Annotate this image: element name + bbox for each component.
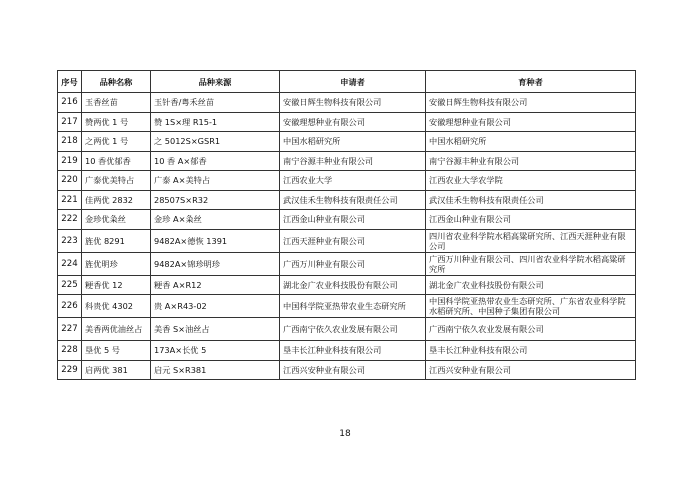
cell-breeder: 江西农业大学农学院	[426, 171, 636, 191]
cell-breeder: 中国水稻研究所	[426, 132, 636, 152]
cell-index: 222	[58, 210, 82, 230]
cell-applicant: 中国科学院亚热带农业生态研究所	[280, 295, 426, 318]
cell-variety-name: 科贵优 4302	[82, 295, 151, 318]
cell-applicant: 广西南宁依久农业发展有限公司	[280, 318, 426, 341]
header-index: 序号	[58, 71, 82, 93]
cell-index: 216	[58, 93, 82, 113]
cell-variety-name: 旌优 8291	[82, 229, 151, 252]
cell-applicant: 垦丰长江种业科技有限公司	[280, 341, 426, 361]
cell-variety-source: 美香 S×油丝占	[151, 318, 280, 341]
table-row	[58, 112, 636, 132]
table-row	[58, 190, 636, 210]
cell-applicant: 安徽日辉生物科技有限公司	[280, 93, 426, 113]
cell-variety-name: 旌优明珍	[82, 252, 151, 275]
cell-breeder: 南宁谷源丰种业有限公司	[426, 151, 636, 171]
cell-breeder: 中国科学院亚热带农业生态研究所、广东省农业科学院水稻研究所、中国种子集团有限公司	[426, 295, 636, 318]
cell-variety-name: 10 香优郁香	[82, 151, 151, 171]
cell-index: 228	[58, 341, 82, 361]
cell-breeder: 安徽日辉生物科技有限公司	[426, 93, 636, 113]
cell-index: 227	[58, 318, 82, 341]
header-breeder: 育种者	[426, 71, 636, 93]
table-row	[58, 210, 636, 230]
table-row	[58, 360, 636, 380]
table-row	[58, 295, 636, 318]
table-row	[58, 151, 636, 171]
cell-variety-name: 玉香丝苗	[82, 93, 151, 113]
cell-variety-source: 贵 A×R43-02	[151, 295, 280, 318]
cell-applicant: 武汉佳禾生物科技有限责任公司	[280, 190, 426, 210]
cell-applicant: 江西天涯种业有限公司	[280, 229, 426, 252]
cell-applicant: 广西万川种业有限公司	[280, 252, 426, 275]
table-row	[58, 318, 636, 341]
cell-variety-source: 10 香 A×郁香	[151, 151, 280, 171]
cell-variety-name: 启两优 381	[82, 360, 151, 380]
cell-breeder: 安徽理想种业有限公司	[426, 112, 636, 132]
cell-applicant: 安徽理想种业有限公司	[280, 112, 426, 132]
table-row	[58, 171, 636, 191]
cell-breeder: 广西万川种业有限公司、四川省农业科学院水稻高粱研究所	[426, 252, 636, 275]
cell-variety-source: 赞 1S×理 R15-1	[151, 112, 280, 132]
cell-variety-name: 粳香优 12	[82, 275, 151, 295]
cell-index: 229	[58, 360, 82, 380]
table-row	[58, 252, 636, 275]
cell-applicant: 江西兴安种业有限公司	[280, 360, 426, 380]
cell-index: 223	[58, 229, 82, 252]
cell-index: 225	[58, 275, 82, 295]
cell-applicant: 江西金山种业有限公司	[280, 210, 426, 230]
cell-applicant: 湖北金广农业科技股份有限公司	[280, 275, 426, 295]
cell-variety-source: 9482A×锦珍明珍	[151, 252, 280, 275]
cell-variety-source: 9482A×德恢 1391	[151, 229, 280, 252]
cell-variety-name: 赞两优 1 号	[82, 112, 151, 132]
header-applicant: 申请者	[280, 71, 426, 93]
varieties-table	[57, 70, 636, 380]
cell-breeder: 江西兴安种业有限公司	[426, 360, 636, 380]
cell-breeder: 江西金山种业有限公司	[426, 210, 636, 230]
cell-index: 224	[58, 252, 82, 275]
header-variety-name: 品种名称	[82, 71, 151, 93]
cell-index: 217	[58, 112, 82, 132]
cell-index: 221	[58, 190, 82, 210]
cell-breeder: 湖北金广农业科技股份有限公司	[426, 275, 636, 295]
cell-breeder: 垦丰长江种业科技有限公司	[426, 341, 636, 361]
cell-variety-source: 玉针香/粤禾丝苗	[151, 93, 280, 113]
cell-applicant: 中国水稻研究所	[280, 132, 426, 152]
cell-variety-name: 美香两优油丝占	[82, 318, 151, 341]
cell-index: 226	[58, 295, 82, 318]
cell-index: 220	[58, 171, 82, 191]
table-body	[58, 93, 636, 380]
cell-breeder: 武汉佳禾生物科技有限责任公司	[426, 190, 636, 210]
cell-index: 218	[58, 132, 82, 152]
cell-variety-name: 垦优 5 号	[82, 341, 151, 361]
cell-variety-source: 之 5012S×GSR1	[151, 132, 280, 152]
cell-variety-source: 粳香 A×R12	[151, 275, 280, 295]
cell-variety-name: 金珍优粂丝	[82, 210, 151, 230]
cell-applicant: 江西农业大学	[280, 171, 426, 191]
cell-variety-source: 广泰 A×美特占	[151, 171, 280, 191]
cell-variety-name: 广泰优美特占	[82, 171, 151, 191]
cell-index: 219	[58, 151, 82, 171]
header-variety-source: 品种来源	[151, 71, 280, 93]
table-header-row	[58, 71, 636, 93]
page-number: 18	[339, 429, 351, 439]
cell-variety-source: 启元 S×R381	[151, 360, 280, 380]
cell-variety-source: 173A×长优 5	[151, 341, 280, 361]
cell-breeder: 广西南宁依久农业发展有限公司	[426, 318, 636, 341]
cell-variety-source: 28507S×R32	[151, 190, 280, 210]
cell-variety-source: 金珍 A×粂丝	[151, 210, 280, 230]
table-row	[58, 93, 636, 113]
cell-variety-name: 佳两优 2832	[82, 190, 151, 210]
table-row	[58, 341, 636, 361]
cell-applicant: 南宁谷源丰种业有限公司	[280, 151, 426, 171]
cell-variety-name: 之两优 1 号	[82, 132, 151, 152]
table-row	[58, 132, 636, 152]
table-row	[58, 229, 636, 252]
table-row	[58, 275, 636, 295]
cell-breeder: 四川省农业科学院水稻高粱研究所、江西天涯种业有限公司	[426, 229, 636, 252]
